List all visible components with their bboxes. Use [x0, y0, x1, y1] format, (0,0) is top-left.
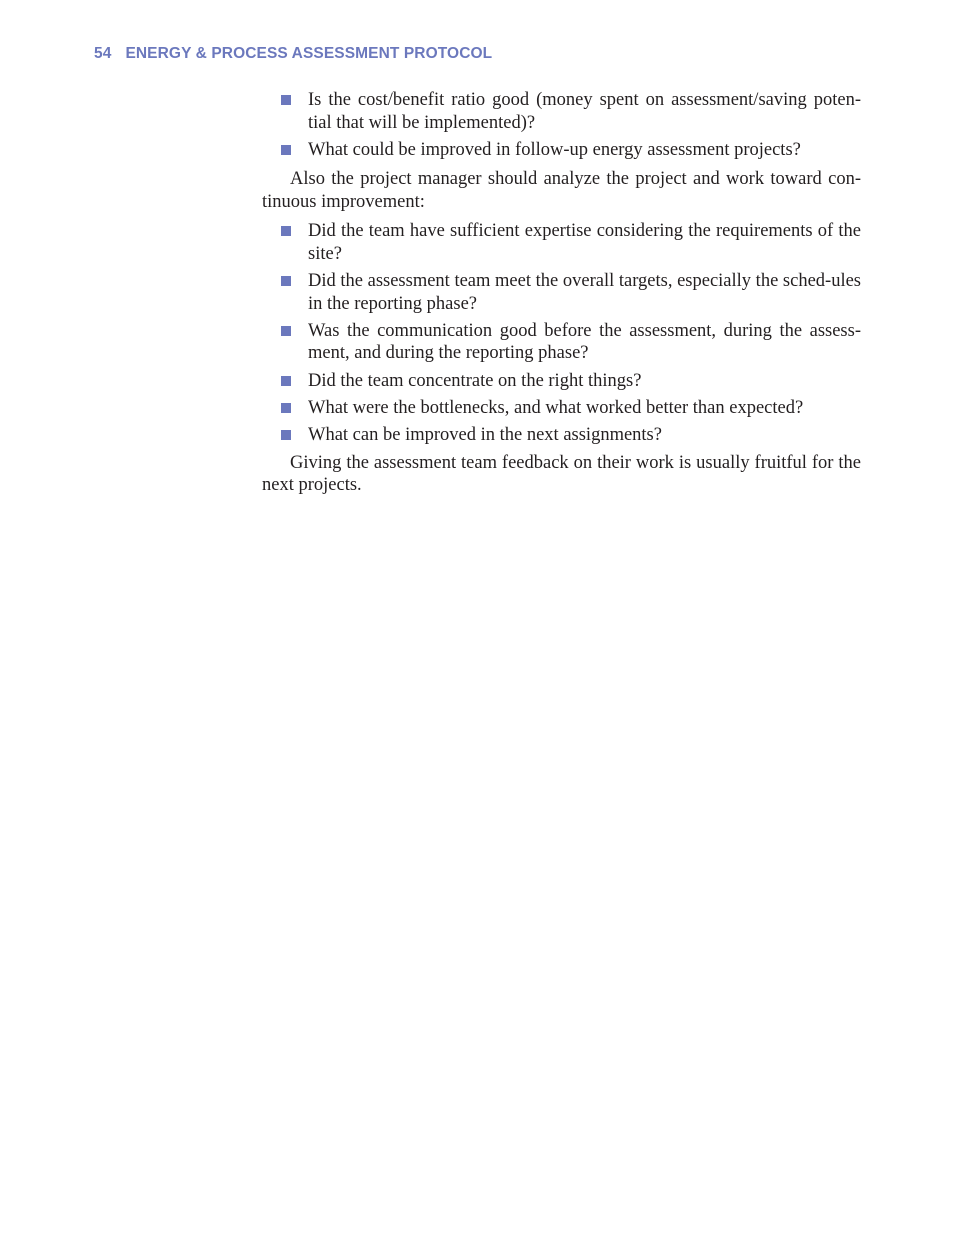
bullet-list-continuous-improvement [262, 220, 861, 446]
square-bullet-icon [281, 226, 291, 236]
square-bullet-icon [281, 430, 291, 440]
running-title: ENERGY & PROCESS ASSESSMENT PROTOCOL [125, 45, 493, 62]
list-item-text: Did the team have sufficient expertise considering the requirements of the site? [308, 221, 861, 264]
list-item [262, 397, 861, 420]
list-item [262, 370, 861, 393]
list-item-text: Is the cost/benefit ratio good (money spent on assessment/saving poten-tial that will be implemented)? [308, 90, 861, 133]
page-number: 54 [94, 45, 112, 62]
paragraph-feedback: Giving the assessment team feedback on their work is usually fruitful for the next projects. [262, 452, 861, 496]
list-item [262, 89, 861, 134]
running-header [94, 45, 492, 63]
list-item [262, 139, 861, 162]
square-bullet-icon [281, 276, 291, 286]
square-bullet-icon [281, 145, 291, 155]
list-item [262, 320, 861, 365]
list-item-text: Did the team concentrate on the right things? [308, 370, 642, 391]
list-item [262, 424, 861, 447]
list-item-text: Did the assessment team meet the overall targets, especially the sched-ules in the reporting phase? [308, 271, 861, 314]
list-item-text: Was the communication good before the assessment, during the assess-ment, and during the reporting phase? [308, 320, 861, 364]
paragraph-project-manager: Also the project manager should analyze the project and work toward con-tinuous improvement: [262, 169, 861, 212]
bullet-list-assessment-review [262, 89, 861, 161]
list-item-text: What were the bottlenecks, and what worked better than expected? [308, 397, 804, 418]
list-item-text: What could be improved in follow-up energy assessment projects? [308, 139, 801, 160]
square-bullet-icon [281, 376, 291, 386]
body-text [262, 89, 861, 497]
list-item [262, 220, 861, 265]
square-bullet-icon [281, 326, 291, 336]
square-bullet-icon [281, 403, 291, 413]
list-item [262, 270, 861, 315]
list-item-text: What can be improved in the next assignments? [308, 425, 662, 446]
square-bullet-icon [281, 95, 291, 105]
